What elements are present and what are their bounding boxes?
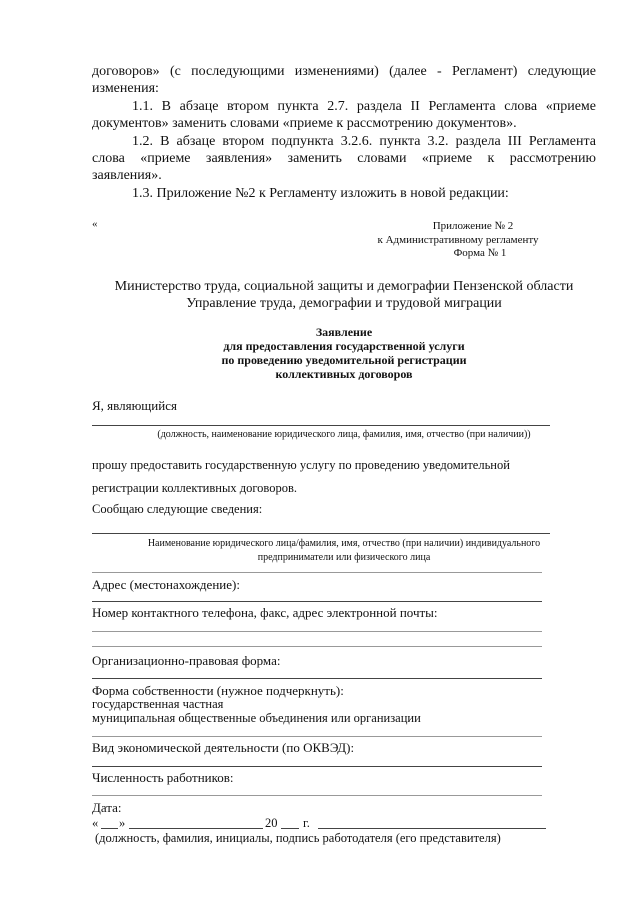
item-1-2-line-3: заявления». bbox=[92, 168, 162, 183]
inform-label: Сообщаю следующие сведения: bbox=[92, 502, 263, 516]
activity-label: Вид экономической деятельности (по ОКВЭД): bbox=[92, 740, 355, 755]
signature-hint: (должность, фамилия, инициалы, подпись работодателя (его представителя) bbox=[95, 831, 501, 845]
legal-form-label: Организационно-правовая форма: bbox=[92, 653, 281, 668]
quote-mark: « bbox=[92, 218, 98, 230]
item-1-1-line-1: 1.1. В абзаце втором пункта 2.7. раздела II Регламента слова «приеме bbox=[132, 99, 596, 114]
appendix-number: Приложение № 2 bbox=[432, 220, 514, 232]
form-subtitle-2: по проведению уведомительной регистрации bbox=[221, 353, 467, 367]
date-year-field[interactable] bbox=[281, 828, 299, 829]
staff-label: Численность работников: bbox=[92, 770, 234, 785]
address-field-line[interactable] bbox=[92, 601, 542, 602]
name-field-line-2[interactable] bbox=[92, 572, 542, 573]
date-open-quote: « bbox=[92, 816, 99, 830]
applicant-label: Я, являющийся bbox=[92, 398, 177, 413]
form-subtitle-3: коллективных договоров bbox=[275, 367, 413, 381]
name-field-line[interactable] bbox=[92, 533, 550, 534]
ownership-option-2[interactable]: муниципальная общественные объединения или организации bbox=[92, 711, 421, 725]
form-number: Форма № 1 bbox=[453, 247, 507, 259]
staff-field-line[interactable] bbox=[92, 795, 542, 796]
item-1-2-line-1: 1.2. В абзаце втором подпункта 3.2.6. пункта 3.2. раздела III Регламента bbox=[132, 134, 596, 149]
item-1-2-line-2: слова «приеме заявления» заменить словами «приеме к рассмотрению bbox=[92, 151, 596, 166]
applicant-field-line[interactable] bbox=[92, 425, 550, 426]
name-hint-line-2: предприниматели или физического лица bbox=[257, 552, 431, 563]
intro-line-1: договоров» (с последующими изменениями) (далее - Регламент) следующие bbox=[92, 64, 596, 79]
phone-label: Номер контактного телефона, факс, адрес электронной почты: bbox=[92, 605, 438, 620]
activity-field-line[interactable] bbox=[92, 766, 542, 767]
item-1-3: 1.3. Приложение №2 к Регламенту изложить в новой редакции: bbox=[132, 186, 509, 201]
date-year-prefix: 20 bbox=[265, 816, 278, 830]
legal-form-field-line[interactable] bbox=[92, 678, 542, 679]
item-1-1-line-2: документов» заменить словами «приеме к рассмотрению документов». bbox=[92, 116, 517, 131]
address-label: Адрес (местонахождение): bbox=[92, 577, 240, 592]
date-year-suffix: г. bbox=[303, 816, 310, 830]
ownership-label: Форма собственности (нужное подчеркнуть): bbox=[92, 683, 344, 698]
date-month-field[interactable] bbox=[129, 828, 263, 829]
date-day-field[interactable] bbox=[101, 828, 118, 829]
ownership-field-line[interactable] bbox=[92, 736, 542, 737]
form-subtitle-1: для предоставления государственной услуги bbox=[223, 339, 465, 353]
form-title: Заявление bbox=[315, 325, 373, 339]
date-close-quote: » bbox=[119, 816, 126, 830]
signature-field-line[interactable] bbox=[318, 828, 546, 829]
name-hint-line-1: Наименование юридического лица/фамилия, имя, отчество (при наличии) индивидуального bbox=[147, 538, 541, 549]
applicant-hint: (должность, наименование юридического лица, фамилия, имя, отчество (при наличии)) bbox=[157, 429, 531, 440]
request-line-2: регистрации коллективных договоров. bbox=[92, 481, 298, 495]
intro-line-2: изменения: bbox=[92, 81, 159, 96]
ministry-name: Министерство труда, социальной защиты и демографии Пензенской области bbox=[114, 279, 574, 294]
request-line-1: прошу предоставить государственную услугу по проведению уведомительной bbox=[92, 458, 510, 472]
ownership-option-1[interactable]: государственная частная bbox=[92, 697, 224, 711]
phone-field-line-1[interactable] bbox=[92, 631, 542, 632]
date-label: Дата: bbox=[92, 800, 122, 815]
appendix-regulation: к Административному регламенту bbox=[377, 234, 539, 246]
phone-field-line-2[interactable] bbox=[92, 646, 542, 647]
department-name: Управление труда, демографии и трудовой миграции bbox=[186, 296, 502, 311]
